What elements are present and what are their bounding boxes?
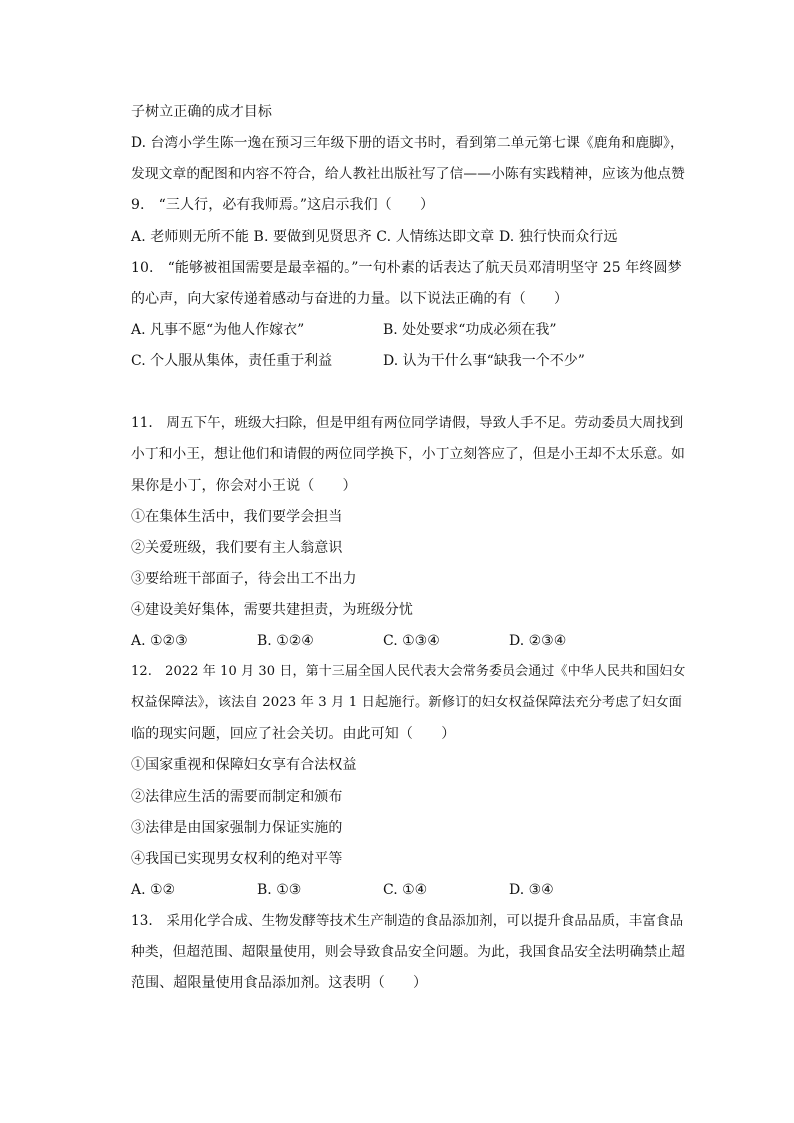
q10-stem-line-2: 的心声，向大家传递着感动与奋进的力量。以下说法正确的有（ ）: [131, 291, 569, 307]
q12-stem-line-2: 权益保障法》，该法自 2023 年 3 月 1 日起施行。新修订的妇女权益保障法充分考虑了妇女面: [131, 695, 683, 710]
q11-statement-3: ③要给班干部面子，待会出工不出力: [131, 571, 357, 587]
q12-option-d: D. ③④: [509, 882, 554, 898]
q12-option-b: B. ①③: [257, 882, 302, 898]
q11-stem-line-1: 11. 周五下午，班级大扫除，但是甲组有两位同学请假，导致人手不足。劳动委员大周找到: [131, 415, 684, 431]
q12-stem-line-3: 临的现实问题，回应了社会关切。由此可知（ ）: [131, 726, 456, 742]
q10-options-row-2: [131, 351, 691, 371]
q13-stem-line-2: 种类，但超范围、超限量使用，则会导致食品安全问题。为此，我国食品安全法明确禁止超: [131, 944, 686, 960]
q12-statement-1: ①国家重视和保障妇女享有合法权益: [131, 757, 357, 773]
q11-option-d: D. ②③④: [509, 633, 567, 649]
q9-stem: 9. “三人行，必有我师焉。”这启示我们（ ）: [131, 197, 435, 213]
q13-stem-line-3: 范围、超限量使用食品添加剂。这表明（ ）: [131, 975, 428, 991]
q10-option-b: B. 处处要求“功成必须在我”: [383, 322, 557, 338]
q12-option-a: A. ①②: [131, 882, 176, 898]
q12-options-row: [131, 880, 691, 900]
q10-stem-line-1: 10. “能够被祖国需要是最幸福的。”一句朴素的话表达了航天员邓清明坚守 25 年终圆梦: [131, 260, 682, 276]
q12-statement-3: ③法律是由国家强制力保证实施的: [131, 820, 343, 836]
q9-options: A. 老师则无所不能 B. 要做到见贤思齐 C. 人情练达即文章 D. 独行快而众行远: [131, 229, 618, 245]
option-d-line-1: D. 台湾小学生陈一逸在预习三年级下册的语文书时，看到第二单元第七课《鹿角和鹿脚》，: [131, 135, 684, 151]
option-d-line-2: 发现文章的配图和内容不符合，给人教社出版社写了信——小陈有实践精神，应该为他点赞: [131, 166, 686, 182]
q11-option-a: A. ①②③: [131, 633, 188, 649]
q10-option-c: C. 个人服从集体，责任重于利益: [131, 353, 333, 369]
q12-option-c: C. ①④: [383, 882, 428, 898]
q12-statement-4: ④我国已实现男女权利的绝对平等: [131, 851, 343, 867]
q11-option-c: C. ①③④: [383, 633, 440, 649]
q11-options-row: [131, 631, 691, 651]
q11-stem-line-3: 果你是小丁，你会对小王说（ ）: [131, 478, 357, 494]
q11-stem-line-2: 小丁和小王，想让他们和请假的两位同学换下，小丁立刻答应了，但是小王却不太乐意。如: [131, 446, 686, 462]
q11-statement-1: ①在集体生活中，我们要学会担当: [131, 509, 343, 525]
continuation-line: 子树立正确的成才目标: [131, 104, 272, 120]
q10-option-a: A. 凡事不愿“为他人作嫁衣”: [131, 322, 305, 338]
q13-stem-line-1: 13. 采用化学合成、生物发酵等技术生产制造的食品添加剂，可以提升食品品质，丰富食品: [131, 913, 684, 929]
q10-option-d: D. 认为干什么事“缺我一个不少”: [383, 353, 585, 369]
q11-statement-4: ④建设美好集体，需要共建担责，为班级分忧: [131, 602, 413, 618]
q11-option-b: B. ①②④: [257, 633, 314, 649]
q11-statement-2: ②关爱班级，我们要有主人翁意识: [131, 540, 343, 556]
q12-stem-line-1: 12. 2022 年 10 月 30 日，第十三届全国人民代表大会常务委员会通过《中华人民共和国妇女: [131, 664, 686, 679]
q10-options-row-1: [131, 320, 691, 340]
q12-statement-2: ②法律应生活的需要而制定和颁布: [131, 789, 343, 805]
